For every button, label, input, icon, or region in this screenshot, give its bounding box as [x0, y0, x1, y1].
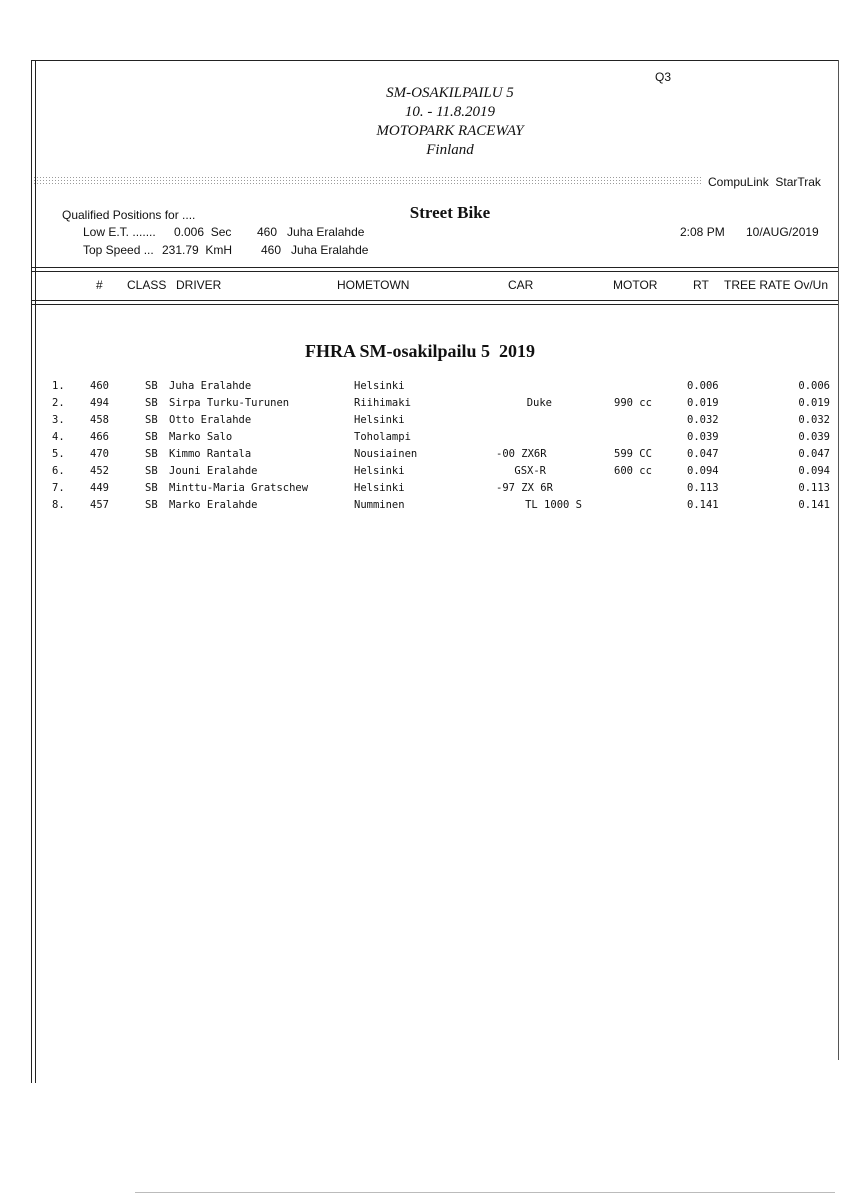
event-title: [300, 84, 600, 160]
row-position: 3.: [52, 414, 65, 426]
row-hometown: Toholampi: [354, 431, 411, 443]
col-class: CLASS: [127, 278, 167, 292]
row-class: SB: [145, 482, 158, 494]
low-et-holder: 460 Juha Eralahde: [257, 225, 365, 239]
row-ovun: 0.039: [798, 431, 830, 443]
row-motor: 599 CC: [614, 448, 652, 460]
col-tree-rate: TREE RATE: [724, 278, 791, 292]
row-driver: Minttu-Maria Gratschew: [169, 482, 309, 494]
event-country: Finland: [426, 142, 474, 158]
row-car: -00 ZX6R: [496, 448, 547, 460]
col-num: #: [96, 278, 103, 292]
col-motor: MOTOR: [613, 278, 658, 292]
row-rt: 0.032: [687, 414, 719, 426]
top-speed-holder: 460 Juha Eralahde: [261, 243, 369, 257]
row-rt: 0.039: [687, 431, 719, 443]
right-border-line: [838, 60, 839, 1060]
left-border-line: [31, 60, 32, 1083]
col-rt: RT: [693, 278, 709, 292]
footer-scan-line: [135, 1192, 835, 1193]
row-class: SB: [145, 431, 158, 443]
class-title: Street Bike: [409, 203, 491, 222]
row-driver: Marko Salo: [169, 431, 233, 443]
row-position: 8.: [52, 499, 65, 511]
report-date: 10/AUG/2019: [746, 225, 819, 239]
row-motor: 600 cc: [614, 465, 652, 477]
header-bottom-line: [31, 267, 838, 268]
col-hometown: HOMETOWN: [337, 278, 410, 292]
table-row: [0, 482, 848, 499]
table-row: [0, 431, 848, 448]
column-header-bottom-line: [31, 300, 838, 301]
top-speed-value: 231.79 KmH: [162, 243, 233, 257]
table-row: [0, 465, 848, 482]
row-number: 494: [90, 397, 109, 409]
table-row: [0, 448, 848, 465]
row-driver: Sirpa Turku-Turunen: [169, 397, 290, 409]
row-hometown: Numminen: [354, 499, 405, 511]
row-position: 2.: [52, 397, 65, 409]
row-rt: 0.006: [687, 380, 719, 392]
row-rt: 0.047: [687, 448, 719, 460]
report-time: 2:08 PM: [680, 225, 725, 239]
system-name: CompuLink StarTrak: [708, 175, 821, 189]
row-ovun: 0.032: [798, 414, 830, 426]
event-name: SM-OSAKILPAILU 5: [386, 85, 514, 101]
col-ovun: Ov/Un: [794, 278, 829, 292]
row-hometown: Nousiainen: [354, 448, 418, 460]
top-border-line: [31, 60, 838, 61]
event-venue: MOTOPARK RACEWAY: [376, 123, 524, 139]
row-hometown: Helsinki: [354, 380, 405, 392]
row-ovun: 0.113: [798, 482, 830, 494]
row-number: 449: [90, 482, 109, 494]
row-class: SB: [145, 465, 158, 477]
row-driver: Otto Eralahde: [169, 414, 252, 426]
row-ovun: 0.047: [798, 448, 830, 460]
low-et-value: 0.006 Sec: [174, 225, 232, 239]
col-car: CAR: [508, 278, 534, 292]
row-position: 1.: [52, 380, 65, 392]
row-driver: Marko Eralahde: [169, 499, 258, 511]
row-class: SB: [145, 448, 158, 460]
table-row: [0, 380, 848, 397]
row-position: 6.: [52, 465, 65, 477]
row-class: SB: [145, 397, 158, 409]
dotted-separator: [33, 176, 703, 185]
row-position: 5.: [52, 448, 65, 460]
row-rt: 0.019: [687, 397, 719, 409]
top-speed-label: Top Speed ...: [83, 243, 154, 257]
row-ovun: 0.006: [798, 380, 830, 392]
row-number: 470: [90, 448, 109, 460]
row-driver: Jouni Eralahde: [169, 465, 258, 477]
row-ovun: 0.094: [798, 465, 830, 477]
event-dates: 10. - 11.8.2019: [404, 104, 496, 120]
row-ovun: 0.141: [798, 499, 830, 511]
row-number: 457: [90, 499, 109, 511]
row-number: 460: [90, 380, 109, 392]
row-class: SB: [145, 380, 158, 392]
row-rt: 0.113: [687, 482, 719, 494]
row-hometown: Helsinki: [354, 414, 405, 426]
row-number: 466: [90, 431, 109, 443]
row-rt: 0.094: [687, 465, 719, 477]
row-motor: 990 cc: [614, 397, 652, 409]
row-car: TL 1000 S: [525, 499, 582, 511]
row-class: SB: [145, 499, 158, 511]
row-car: Duke: [526, 397, 552, 409]
left-border-line-inner: [35, 60, 36, 1083]
table-row: [0, 499, 848, 516]
row-class: SB: [145, 414, 158, 426]
table-row: [0, 397, 848, 414]
row-ovun: 0.019: [798, 397, 830, 409]
row-rt: 0.141: [687, 499, 719, 511]
row-driver: Juha Eralahde: [169, 380, 252, 392]
row-position: 4.: [52, 431, 65, 443]
low-et-label: Low E.T. .......: [83, 225, 156, 239]
page-code: Q3: [655, 70, 672, 84]
row-number: 458: [90, 414, 109, 426]
column-header-top-line: [31, 271, 838, 272]
row-car: GSX-R: [514, 465, 546, 477]
col-driver: DRIVER: [176, 278, 222, 292]
section-title: FHRA SM-osakilpailu 5 2019: [304, 341, 536, 361]
column-header-bottom-line-2: [31, 304, 838, 305]
row-position: 7.: [52, 482, 65, 494]
qualified-label: Qualified Positions for ....: [62, 208, 196, 222]
table-row: [0, 414, 848, 431]
row-hometown: Riihimaki: [354, 397, 411, 409]
row-car: -97 ZX 6R: [496, 482, 553, 494]
row-hometown: Helsinki: [354, 482, 405, 494]
row-driver: Kimmo Rantala: [169, 448, 252, 460]
row-number: 452: [90, 465, 109, 477]
row-hometown: Helsinki: [354, 465, 405, 477]
